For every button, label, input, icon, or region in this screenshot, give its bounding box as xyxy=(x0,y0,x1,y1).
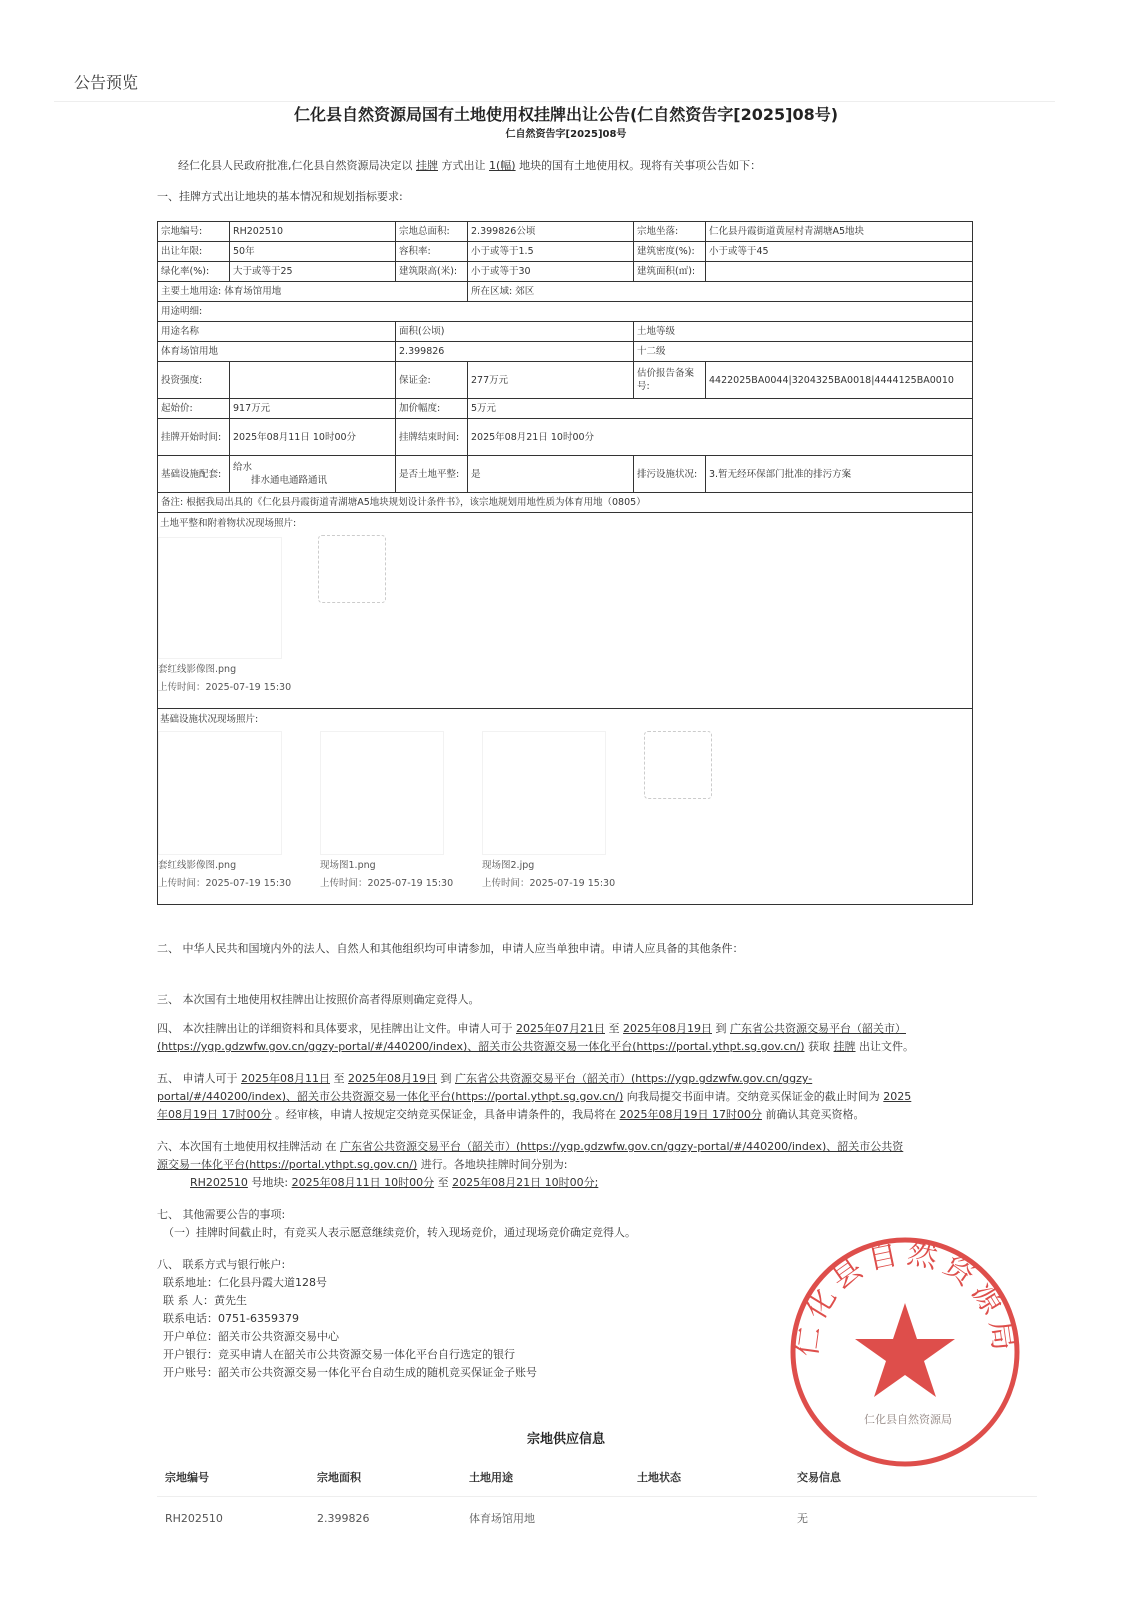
land-photo-cell: 土地平整和附着物状况现场照片: 套红线影像图.png 上传时间：2025-07-19 15:30 xyxy=(158,513,973,709)
announcement-number: 仁自然资告字[2025]08号 xyxy=(505,129,627,140)
seal-center-text: 仁化县自然资源局 xyxy=(864,1413,952,1426)
section-3: 三、 本次国有土地使用权挂牌出让按照价高者得原则确定竞得人。 xyxy=(157,993,480,1006)
table-row: 基础设施配套: 给水 排水通电通路通讯 是否土地平整: 是 排污设施状况: 3.暂无经环保部门批准的排污方案 xyxy=(158,456,973,493)
photo-thumbnail[interactable] xyxy=(158,731,282,855)
infra-photo-cell: 基础设施状况现场照片: 套红线影像图.png 上传时间：2025-07-19 15:30 现场图1.png 上传时间：2025-07-19 15:30 现场图2.jpg 上传时间：2025-07-19 15:30 xyxy=(158,709,973,905)
contact-phone: 联系电话：0751-6359379 xyxy=(163,1312,299,1325)
contact-person: 联 系 人：黄先生 xyxy=(163,1294,247,1307)
supply-info-title: 宗地供应信息 xyxy=(526,1432,605,1447)
table-row: 用途名称 面积(公顷) 土地等级 xyxy=(158,322,973,342)
section-4-line-1: 四、 本次挂牌出让的详细资料和具体要求，见挂牌出让文件。申请人可于 2025年07月21日 至 2025年08月19日 到 广东省公共资源交易平台（韶关市） xyxy=(157,1022,906,1035)
section-6-line-2: 源交易一体化平台(https://portal.ythpt.sg.gov.cn/) 进行。各地块挂牌时间分别为: xyxy=(157,1158,568,1171)
land-info-table xyxy=(157,221,973,905)
table-row: 绿化率(%): 大于或等于25 建筑限高(米): 小于或等于30 建筑面积(㎡): xyxy=(158,262,973,282)
intro-paragraph: 经仁化县人民政府批准,仁化县自然资源局决定以 挂牌 方式出让 1(幅) 地块的国有土地使用权。现将有关事项公告如下： xyxy=(178,159,762,172)
photo-thumbnail[interactable] xyxy=(158,537,282,659)
contact-address: 联系地址：仁化县丹霞大道128号 xyxy=(163,1276,327,1289)
table-row: RH202510 2.399826 体育场馆用地 无 xyxy=(165,1511,808,1525)
seal-ring-text: 仁化县自然资源局 xyxy=(789,1235,1022,1359)
section-5-line-2: portal/#/440200/index)、韶关市公共资源交易一体化平台(https://portal.ythpt.sg.gov.cn/) 向我局提交书面申请。交纳竞买保证金的截止时间为 2025 xyxy=(157,1090,912,1103)
table-row xyxy=(158,513,973,709)
table-row: 用途明细: xyxy=(158,302,973,322)
table-row: 挂牌开始时间: 2025年08月11日 10时00分 挂牌结束时间: 2025年08月21日 10时00分 xyxy=(158,419,973,456)
image-placeholder-icon xyxy=(318,535,386,603)
section-5-line-3: 年08月19日 17时00分 。经审核，申请人按规定交纳竞买保证金，具备申请条件的，我局将在 2025年08月19日 17时00分 前确认其竞买资格。 xyxy=(157,1108,865,1121)
preview-title: 公告预览 xyxy=(74,73,139,92)
section-7-item-1: （一）挂牌时间截止时，有竞买人表示愿意继续竞价，转入现场竞价，通过现场竞价确定竞得人。 xyxy=(163,1226,636,1239)
photo-thumbnail[interactable] xyxy=(482,731,606,855)
section-7-heading: 七、 其他需要公告的事项: xyxy=(157,1208,286,1221)
section-1-heading: 一、挂牌方式出让地块的基本情况和规划指标要求: xyxy=(157,190,403,203)
account-number: 开户账号：韶关市公共资源交易一体化平台自动生成的随机竞买保证金子账号 xyxy=(163,1366,537,1379)
table-row: 投资强度: 保证金: 277万元 估价报告备案号: 4422025BA0044|3204325BA0018|4444125BA0010 xyxy=(158,362,973,399)
supply-info-table xyxy=(157,1458,1037,1539)
table-row: 起始价: 917万元 加价幅度: 5万元 xyxy=(158,399,973,419)
table-header-row: 宗地编号 宗地面积 土地用途 土地状态 交易信息 xyxy=(157,1458,1037,1497)
section-6-line-3: RH202510 号地块: 2025年08月11日 10时00分 至 2025年08月21日 10时00分; xyxy=(190,1176,599,1189)
table-row: 备注: 根据我局出具的《仁化县丹霞街道青湖塘A5地块规划设计条件书》，该宗地规划用地性质为体育用地（0805） xyxy=(158,493,973,513)
table-row xyxy=(158,709,973,905)
table-row: 宗地编号: RH202510 宗地总面积: 2.399826公顷 宗地坐落: 仁化县丹霞街道黄屋村青湖塘A5地块 xyxy=(158,222,973,242)
table-row: 主要土地用途: 体育场馆用地 所在区域: 郊区 xyxy=(158,282,973,302)
photo-thumbnail[interactable] xyxy=(320,731,444,855)
section-2: 二、 中华人民共和国境内外的法人、自然人和其他组织均可申请参加，申请人应当单独申请。申请人应具备的其他条件： xyxy=(157,942,744,955)
image-placeholder-icon xyxy=(644,731,712,799)
section-4-line-2: (https://ygp.gdzwfw.gov.cn/ggzy-portal/#/440200/index)、韶关市公共资源交易一体化平台(https://portal.ythpt.sg.gov.cn/) 获取 挂牌 出让文件。 xyxy=(157,1040,915,1053)
section-6-line-1: 六、本次国有土地使用权挂牌活动 在 广东省公共资源交易平台（韶关市）(https://ygp.gdzwfw.gov.cn/ggzy-portal/#/440200/index)、韶关市公共资 xyxy=(157,1140,904,1153)
announcement-title: 仁化县自然资源局国有土地使用权挂牌出让公告(仁自然资告字[2025]08号) xyxy=(293,105,839,124)
table-row: 出让年限: 50年 容积率: 小于或等于1.5 建筑密度(%): 小于或等于45 xyxy=(158,242,973,262)
section-8-heading: 八、 联系方式与银行帐户: xyxy=(157,1258,286,1271)
account-unit: 开户单位：韶关市公共资源交易中心 xyxy=(163,1330,339,1343)
account-bank: 开户银行：竞买申请人在韶关市公共资源交易一体化平台自行选定的银行 xyxy=(163,1348,515,1361)
section-5-line-1: 五、 申请人可于 2025年08月11日 至 2025年08月19日 到 广东省公共资源交易平台（韶关市）(https://ygp.gdzwfw.gov.cn/ggzy- xyxy=(157,1072,813,1085)
table-row: 体育场馆用地 2.399826 十二级 xyxy=(158,342,973,362)
